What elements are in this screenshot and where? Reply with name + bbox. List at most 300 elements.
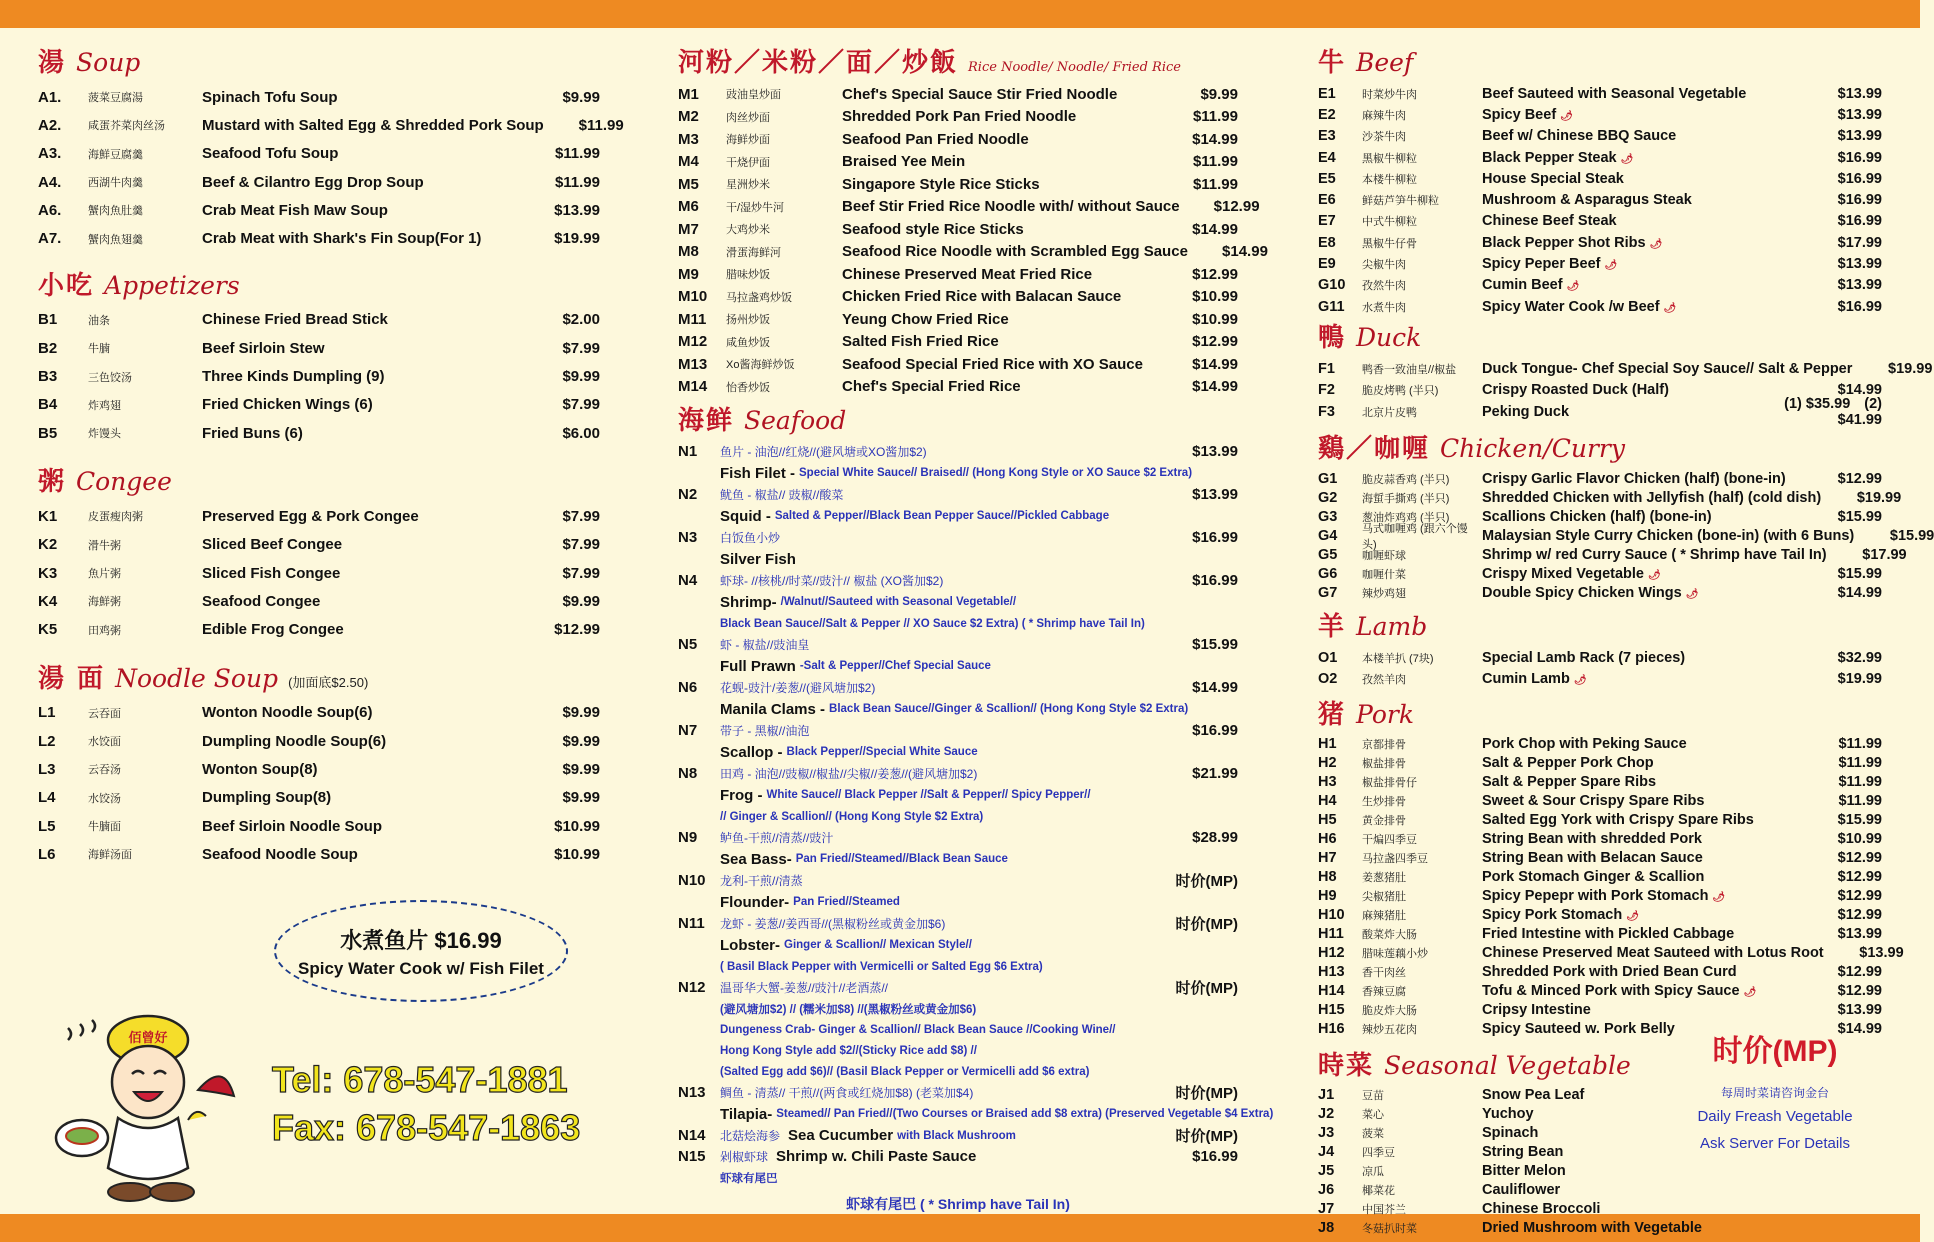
special-dish-badge [274,900,568,1002]
item-code: O1 [1318,649,1338,666]
item-english-text: Seafood Tofu Soup [202,145,339,163]
item-code: N14 [678,1127,706,1144]
item-english-name [202,565,520,582]
menu-item [678,308,1238,331]
item-chinese-name: 大鸡炒米 [726,224,770,237]
item-options-line: // Ginger & Scallion// (Hong Kong Style $2 Extra) [720,810,984,823]
item-code: N5 [678,636,698,653]
menu-item [38,334,600,362]
menu-item [1318,754,1882,773]
item-chinese-name: 水煮牛肉 [1362,301,1406,314]
item-chinese-name: 尖椒牛肉 [1362,259,1406,272]
menu-item [1318,488,1902,507]
item-code: M7 [678,220,699,238]
item-code: H12 [1318,945,1345,962]
item-english-name [842,198,1180,215]
item-code: F2 [1318,382,1335,399]
chili-icon: 🌶 [1663,302,1677,314]
item-code: K4 [38,592,58,610]
item-code: H16 [1318,1021,1345,1038]
item-english-text: Spicy Beef [1482,106,1557,123]
seafood-item [678,634,1238,677]
item-english-name [202,368,520,385]
item-english-name [1482,793,1802,809]
item-code: G11 [1318,298,1345,315]
menu-item [38,615,600,643]
item-options: Special White Sauce// Braised// (Hong Kong Style or XO Sauce $2 Extra) [799,467,1193,479]
top-accent-bar [0,0,1920,28]
item-english-name: Scallop - [720,743,783,761]
item-english-text: Tofu & Minced Pork with Spicy Sauce [1482,983,1740,1000]
item-price: $10.99 [1192,288,1238,306]
menu-item [678,353,1238,376]
item-english-text: Shredded Pork Pan Fried Noodle [842,108,1077,126]
item-chinese-name: 海鲜汤面 [88,849,132,862]
item-price: $12.99 [1837,964,1882,981]
menu-item [1318,232,1882,253]
item-code: M4 [678,153,699,171]
item-english-text: Chinese Fried Bread Stick [202,311,388,329]
item-english-name [1482,850,1802,866]
item-code: H2 [1318,755,1337,772]
item-code: A2. [38,116,62,134]
seafood-item-english [720,934,1238,956]
item-chinese-name: 咖喱虾球 [1362,549,1406,562]
item-chinese-name: 干/湿炒牛河 [726,201,785,214]
item-english-name [1482,812,1802,828]
item-price: $11.99 [1192,175,1238,193]
menu-item [38,502,600,530]
item-english-text: Cumin Beef [1482,277,1563,294]
item-price: $10.99 [554,817,600,835]
item-english-name [1482,650,1802,666]
item-english-name [1482,671,1802,687]
item-english-name [1482,869,1802,885]
item-chinese-name: 四季豆 [1362,1147,1395,1160]
item-price: 时价(MP) [1175,873,1238,890]
menu-item [678,218,1238,241]
item-price: $11.99 [554,173,600,191]
item-chinese-name: 扬州炒饭 [726,314,770,327]
item-price: $11.99 [1192,153,1238,171]
seafood-item-header [678,527,1238,548]
menu-item [1318,811,1882,830]
seafood-item-header [678,763,1238,784]
section-title-noodles: 河粉／米粉／面／炒飯 Rice Noodle/ Noodle/ Fried Rice [678,48,1181,78]
item-price: $11.99 [554,145,600,163]
menu-item [1318,104,1882,125]
item-english-text: Seafood Special Fried Rice with XO Sauce [842,355,1143,373]
item-english-text: Chicken Fried Rice with Balacan Sauce [842,288,1122,306]
item-price: $12.99 [1837,869,1882,886]
item-chinese-name: 黑椒牛柳粒 [1362,152,1417,165]
section-title-duck: 鴨 Duck [1318,323,1422,354]
menu-item [1318,1200,1882,1219]
item-code: F1 [1318,360,1335,377]
item-code: E9 [1318,256,1336,273]
menu-item [678,376,1238,399]
item-price: $16.99 [1192,722,1238,739]
item-english-name [1482,1220,1882,1236]
menu-item [38,531,600,559]
item-price: $9.99 [562,789,600,807]
menu-item [1318,963,1882,982]
item-code: H5 [1318,812,1337,829]
chili-icon: 🌶 [1647,569,1661,581]
item-price: $14.99 [1192,679,1238,696]
item-english-name [202,508,520,525]
item-code: J5 [1318,1163,1335,1180]
item-chinese-options: 龙利-干煎//清蒸 [720,874,803,888]
item-english-text: Yuchoy [1482,1106,1534,1123]
item-english-text: Shredded Chicken with Jellyfish (half) (cold dish) [1482,489,1822,506]
seafood-footnote: 虾球有尾巴 ( * Shrimp have Tail In) [846,1196,1070,1212]
item-chinese-name: 豆苗 [1362,1090,1384,1103]
item-english-name [1482,171,1802,187]
item-code: B2 [38,339,58,357]
item-english-text: Chef's Special Fried Rice [842,378,1021,396]
item-price: $17.99 [1837,234,1882,251]
menu-item [38,140,600,168]
seafood-item [678,484,1238,527]
item-english-text: Crispy Mixed Vegetable [1482,565,1644,582]
item-chinese-name: 菠菜 [1362,1128,1384,1141]
item-price: $15.99 [1889,527,1934,544]
seafood-item-header [678,677,1238,698]
item-options-line: ( Basil Black Pepper with Vermicelli or Salted Egg $6 Extra) [720,960,1043,973]
item-options: /Walnut//Sauteed with Seasonal Vegetable// [780,596,1017,608]
congee-list [38,502,600,643]
item-price: $11.99 [1192,108,1238,126]
item-code: K5 [38,621,58,639]
seafood-item-header [678,1146,1238,1167]
item-chinese-name: 魚片粥 [88,568,121,580]
item-english-text: Spicy Pepepr with Pork Stomach [1482,888,1709,905]
item-english-name [1482,1002,1802,1018]
fax-number: Fax: 678-547-1863 [272,1107,581,1148]
item-code: E4 [1318,149,1336,166]
item-code: B4 [38,396,58,414]
item-chinese-name: 水饺汤 [88,792,121,805]
seafood-item-header [678,827,1238,848]
item-code: M9 [678,265,699,283]
item-chinese-options: 温哥华大蟹-姜葱//豉汁//老酒蒸// [720,981,889,995]
item-chinese-name: 海鮮豆腐羹 [88,148,143,161]
menu-item [1318,147,1882,168]
item-price: $7.99 [562,396,600,414]
item-english-text: House Special Steak [1482,170,1624,187]
item-price: $13.99 [1192,486,1238,503]
item-english-name: Manila Clams - [720,700,826,718]
item-price: $13.99 [1837,256,1882,273]
item-price: $19.99 [554,230,600,248]
item-english-name [202,704,520,721]
item-code: N4 [678,572,698,589]
chili-icon: 🌶 [1573,675,1587,687]
item-english-text: Mushroom & Asparagus Steak [1482,192,1692,209]
item-price: $2.00 [562,311,600,329]
item-chinese-name: 星洲炒米 [726,179,770,192]
menu-item [1318,545,1907,564]
menu-item [678,173,1238,196]
item-code: H9 [1318,888,1337,905]
seafood-item-header [678,441,1238,462]
seafood-item-english [720,505,1238,527]
item-english-name [1482,86,1802,102]
seafood-item-english [720,462,1238,484]
item-price: $9.99 [562,88,600,106]
item-english-name: Shrimp w. Chili Paste Sauce [776,1148,977,1165]
seafood-item [678,720,1238,763]
item-chinese-name: 脆皮烤鸭 (半只) [1362,385,1439,398]
item-price: $9.99 [562,368,600,386]
item-english-text: Salted Fish Fried Rice [842,333,999,351]
item-chinese-name: 中式牛柳粒 [1362,216,1417,229]
item-chinese-name: 香干肉丝 [1362,967,1406,980]
item-price: $13.99 [1192,443,1238,460]
soup-list [38,83,624,253]
seafood-item [678,1146,1238,1188]
item-english-name [842,333,1158,350]
item-chinese-options: 虾 - 椒盐//豉油皇 [720,638,810,652]
item-english-text: Seafood Congee [202,592,321,610]
item-code: G4 [1318,527,1338,544]
item-code: J3 [1318,1125,1335,1142]
item-chinese-name: 腊味炒饭 [726,269,770,282]
menu-item [38,840,600,868]
item-code: J1 [1318,1087,1335,1104]
item-english-name [202,846,520,863]
seafood-item-english [720,548,1238,570]
item-price: $16.99 [1837,192,1882,209]
item-chinese-name: 西湖牛肉羹 [88,177,143,190]
item-english-name [842,288,1158,305]
item-code: N9 [678,829,698,846]
item-english-name: Lobster- [720,936,780,954]
item-english-name: Squid - [720,507,771,525]
menu-item [38,419,600,447]
item-price: $9.99 [562,732,600,750]
chili-icon: 🌶 [1604,260,1618,272]
item-chinese-name: 油条 [88,314,110,327]
item-english-text: Preserved Egg & Pork Congee [202,507,419,525]
item-english-text: Duck Tongue- Chef Special Soy Sauce// Salt & Pepper [1482,360,1853,377]
seafood-item-english [720,741,1238,763]
menu-item [1318,944,1904,963]
item-chinese-name: 北京片皮鸭 [1362,406,1417,419]
item-english-name [1482,490,1821,506]
item-chinese-name: 海鲜炒面 [726,134,770,147]
item-code: J4 [1318,1144,1335,1161]
item-english-name [202,202,520,219]
item-code: N15 [678,1148,706,1165]
item-english-name [202,396,520,413]
item-code: L4 [38,789,56,807]
item-chinese-name: 时菜炒牛肉 [1362,88,1417,101]
market-price-note: 时价(MP) 每周时菜请咨询金台 Daily Freash Vegetable Ask Server For Details [1697,1035,1853,1152]
item-code: G1 [1318,470,1338,487]
menu-item [678,286,1238,309]
section-title-noodle-soup: 湯 面 Noodle Soup (加面底$2.50) [38,663,369,694]
item-code: M5 [678,175,699,193]
item-chinese-name: 鸭香一致油皇//椒盐 [1362,363,1457,376]
seafood-item-header [678,1125,1238,1146]
item-english-text: Crab Meat with Shark's Fin Soup(For 1) [202,230,482,248]
item-english-name [1482,256,1802,272]
item-chinese-name: 皮蛋瘦肉粥 [88,511,143,524]
seafood-item [678,913,1238,977]
chef-mascot-illustration [48,1000,248,1205]
item-english-text: Salted Egg York with Crispy Spare Ribs [1482,812,1754,829]
item-price: $16.99 [1837,149,1882,166]
menu-column-middle [678,36,1274,1214]
item-price: $13.99 [1837,128,1882,145]
item-english-name: Silver Fish [720,550,796,568]
telephone-number: Tel: 678-547-1881 [272,1059,568,1100]
item-code: N3 [678,529,698,546]
menu-item [1318,849,1882,868]
item-price: 时价(MP) [1175,1085,1238,1102]
item-code: N2 [678,486,698,503]
menu-item [1318,83,1882,104]
item-options: with Black Mushroom [897,1129,1016,1142]
menu-item [1318,1181,1882,1200]
menu-item [1318,189,1882,210]
seafood-item [678,1125,1238,1146]
item-chinese-name: 椰菜花 [1362,1185,1395,1198]
item-options-line: Hong Kong Style add $2//(Sticky Rice add $8) // [720,1044,977,1057]
item-chinese-name: 田鸡粥 [88,624,121,637]
item-price: 时价(MP) [1175,980,1238,997]
item-english-text: Edible Frog Congee [202,621,344,639]
menu-item [1318,296,1882,317]
item-chinese-name: 马拉盏四季豆 [1362,853,1428,866]
menu-item [678,128,1238,151]
item-english-text: Beef Sauteed with Seasonal Vegetable [1482,85,1747,102]
item-price: $16.99 [1192,1148,1238,1165]
item-english-text: Seafood Rice Noodle with Scrambled Egg Sauce [842,243,1188,261]
item-english-name [842,221,1158,238]
item-chinese-name: 咸蛋芥菜肉丝汤 [88,120,165,133]
item-chinese-name: 尖椒猪肚 [1362,891,1406,904]
item-code: J8 [1318,1220,1335,1237]
menu-item [1318,168,1882,189]
item-chinese-name: 黑椒牛仔骨 [1362,237,1417,250]
item-english-name [1482,128,1802,144]
item-chinese-name: 马拉盏鸡炒饭 [726,291,792,304]
item-code: H15 [1318,1002,1345,1019]
section-title-vegetable: 時菜 Seasonal Vegetable [1318,1050,1631,1081]
item-english-name [202,117,544,134]
item-chinese-options: 北菇烩海参 [720,1129,781,1143]
seafood-item-english [720,698,1238,720]
menu-item [1318,773,1882,792]
section-title-pork: 猪 Pork [1318,699,1414,730]
item-code: E5 [1318,170,1336,187]
item-english-name [1482,736,1802,752]
seafood-item-header [678,1082,1238,1103]
item-english-text: Braised Yee Mein [842,153,966,171]
item-english-name [1482,192,1802,208]
item-chinese-options: 剁椒虾球 [720,1150,769,1164]
beef-list [1318,83,1882,317]
item-english-name: Tilapia- [720,1105,773,1123]
item-code: H10 [1318,907,1345,924]
seafood-item-english [720,848,1238,870]
menu-item [1318,735,1882,754]
item-english-text: Beef w/ Chinese BBQ Sauce [1482,128,1677,145]
item-english-text: Wonton Noodle Soup(6) [202,704,373,722]
item-code: M11 [678,310,707,328]
item-english-name [1482,585,1802,601]
item-chinese-name: 凉瓜 [1362,1166,1384,1179]
menu-item [1318,583,1882,602]
item-chinese-name: 炸鸡翅 [88,399,121,412]
item-price: $19.99 [1856,489,1902,506]
item-chinese-options: 带子 - 黑椒//油泡 [720,724,810,738]
item-code: L1 [38,704,56,722]
item-options: Salted & Pepper//Black Bean Pepper Sauce//Pickled Cabbage [774,510,1110,522]
menu-item [1318,925,1882,944]
item-english-text: Salt & Pepper Spare Ribs [1482,774,1657,791]
item-code: L3 [38,760,56,778]
item-price: $15.99 [1837,508,1882,525]
item-price: $14.99 [1192,130,1238,148]
menu-item [1318,358,1933,379]
item-english-name [202,818,520,835]
menu-item [1318,522,1934,551]
menu-item [38,83,600,111]
item-code: M6 [678,198,699,216]
item-english-text: Yeung Chow Fried Rice [842,310,1009,328]
menu-item [38,699,600,727]
seafood-item-english [720,591,1238,613]
item-english-name [202,733,520,750]
item-english-text: Seafood Pan Fried Noodle [842,130,1029,148]
item-code: A3. [38,145,62,163]
item-chinese-name: 孜然牛肉 [1362,280,1406,293]
menu-item [1318,887,1882,906]
item-code: N6 [678,679,698,696]
item-english-text: Spinach Tofu Soup [202,88,338,106]
menu-item [1318,564,1882,583]
item-english-name [842,153,1158,170]
item-code: F3 [1318,403,1335,420]
item-price: $13.99 [1859,945,1904,962]
item-code: A6. [38,201,62,219]
item-english-text: Shrimp w/ red Curry Sauce ( * Shrimp have Tail In) [1482,546,1827,563]
item-price: $7.99 [562,564,600,582]
seafood-item [678,1082,1274,1125]
item-code: M3 [678,130,699,148]
item-chinese-name: 三色饺汤 [88,371,132,384]
item-chinese-name: 中国芥兰 [1362,1204,1406,1217]
menu-item [1318,830,1882,849]
item-english-text: Black Pepper Steak [1482,149,1617,166]
item-english-name [202,621,520,638]
item-english-name [1482,888,1802,904]
item-chinese-name: 菜心 [1362,1109,1384,1122]
item-code: H4 [1318,793,1337,810]
item-chinese-name: 葱油炸鸡鸡 (半只) [1362,511,1450,524]
chili-icon: 🌶 [1743,987,1757,999]
item-english-name [842,356,1158,373]
item-price: $11.99 [1838,736,1882,753]
item-code: L5 [38,817,56,835]
item-chinese-name: 本楼羊扒 (7块) [1362,652,1434,665]
menu-item [1318,647,1882,668]
item-price: $12.99 [1192,333,1238,351]
